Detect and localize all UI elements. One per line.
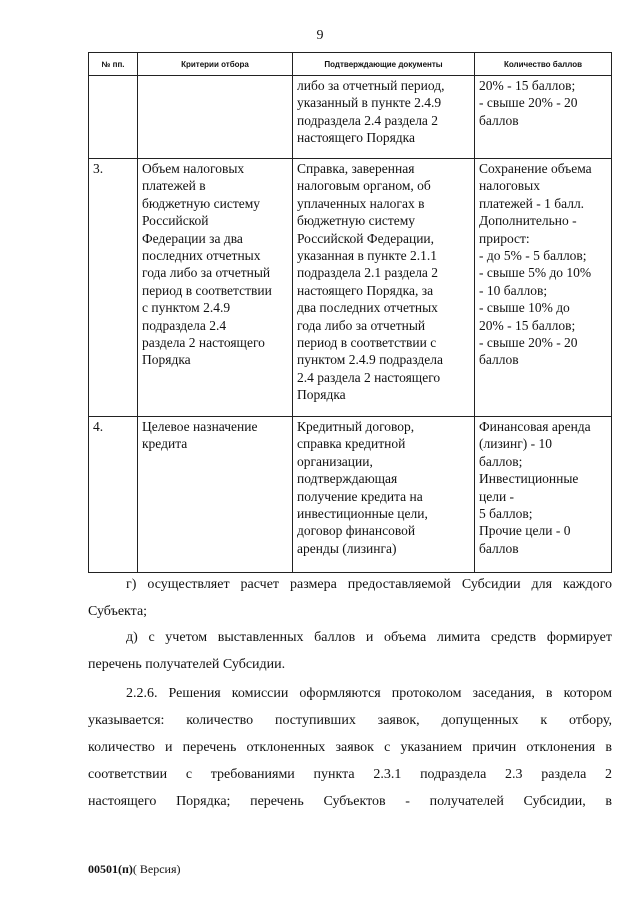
table-row [89,159,612,417]
paragraph-d [88,624,612,678]
row-documents: либо за отчетный период, указанный в пункте 2.4.9 подраздела 2.4 раздела 2 настоящего Порядка [293,76,475,159]
paragraph-2-2-6 [88,680,612,815]
row-criterion: Целевое назначение кредита [138,417,293,573]
row-points: Сохранение объема налоговых платежей - 1 балл. Дополнительно - прирост: - до 5% - 5 баллов; - свыше 5% до 10% - 10 баллов; - свыше 10% до 20% - 15 баллов; - свыше 20% - 20 баллов [475,159,612,417]
row-criterion: Объем налоговых платежей в бюджетную систему Российской Федерации за два последних отчетных года либо за отчетный период в соответствии с пунктом 2.4.9 подраздела 2.4 раздела 2 настоящего Порядка [138,159,293,417]
paragraph-line: г) осуществляет расчет размера предоставляемой Субсидии для каждого [126,577,612,592]
row-points: 20% - 15 баллов; - свыше 20% - 20 баллов [475,76,612,159]
paragraph-line: указывается: количество поступивших заявок, допущенных к отбору, [88,713,612,728]
header-documents: Подтверждающие документы [293,53,475,76]
table-row [89,417,612,573]
paragraph-line: настоящего Порядка; перечень Субъектов - получателей Субсидии, в [88,794,612,809]
document-code: 00501(п) [88,862,133,876]
paragraph-line: Субъекта; [88,604,148,619]
paragraph-line: перечень получателей Субсидии. [88,657,286,672]
header-criterion: Критерии отбора [138,53,293,76]
footer [88,862,181,877]
paragraph-line: 2.2.6. Решения комиссии оформляются протоколом заседания, в котором [126,686,612,701]
paragraph-line: д) с учетом выставленных баллов и объема лимита средств формирует [126,630,612,645]
table-header-row [89,53,612,76]
header-points: Количество баллов [475,53,612,76]
row-number: 4. [89,417,138,573]
row-criterion [138,76,293,159]
version-label: ( Версия) [132,862,181,876]
paragraph-line: соответствии с требованиями пункта 2.3.1 подраздела 2.3 раздела 2 [88,767,612,782]
row-documents: Справка, заверенная налоговым органом, об уплаченных налогах в бюджетную систему Российской Федерации, указанная в пункте 2.1.1 подраздела 2.1 раздела 2 настоящего Порядка, за два последних отчетных года либо за отчетный период в соответствии с пунктом 2.4.9 подраздела 2.4 раздела 2 настоящего Порядка [293,159,475,417]
row-points: Финансовая аренда (лизинг) - 10 баллов; Инвестиционные цели - 5 баллов; Прочие цели - 0 баллов [475,417,612,573]
criteria-table [88,52,612,573]
page-number: 9 [316,28,324,43]
row-number: 3. [89,159,138,417]
row-number [89,76,138,159]
table-row [89,76,612,159]
row-documents: Кредитный договор, справка кредитной организации, подтверждающая получение кредита на инвестиционные цели, договор финансовой аренды (лизинга) [293,417,475,573]
header-number: № пп. [89,53,138,76]
paragraph-g [88,571,612,625]
paragraph-line: количество и перечень отклоненных заявок с указанием причин отклонения в [88,740,612,755]
